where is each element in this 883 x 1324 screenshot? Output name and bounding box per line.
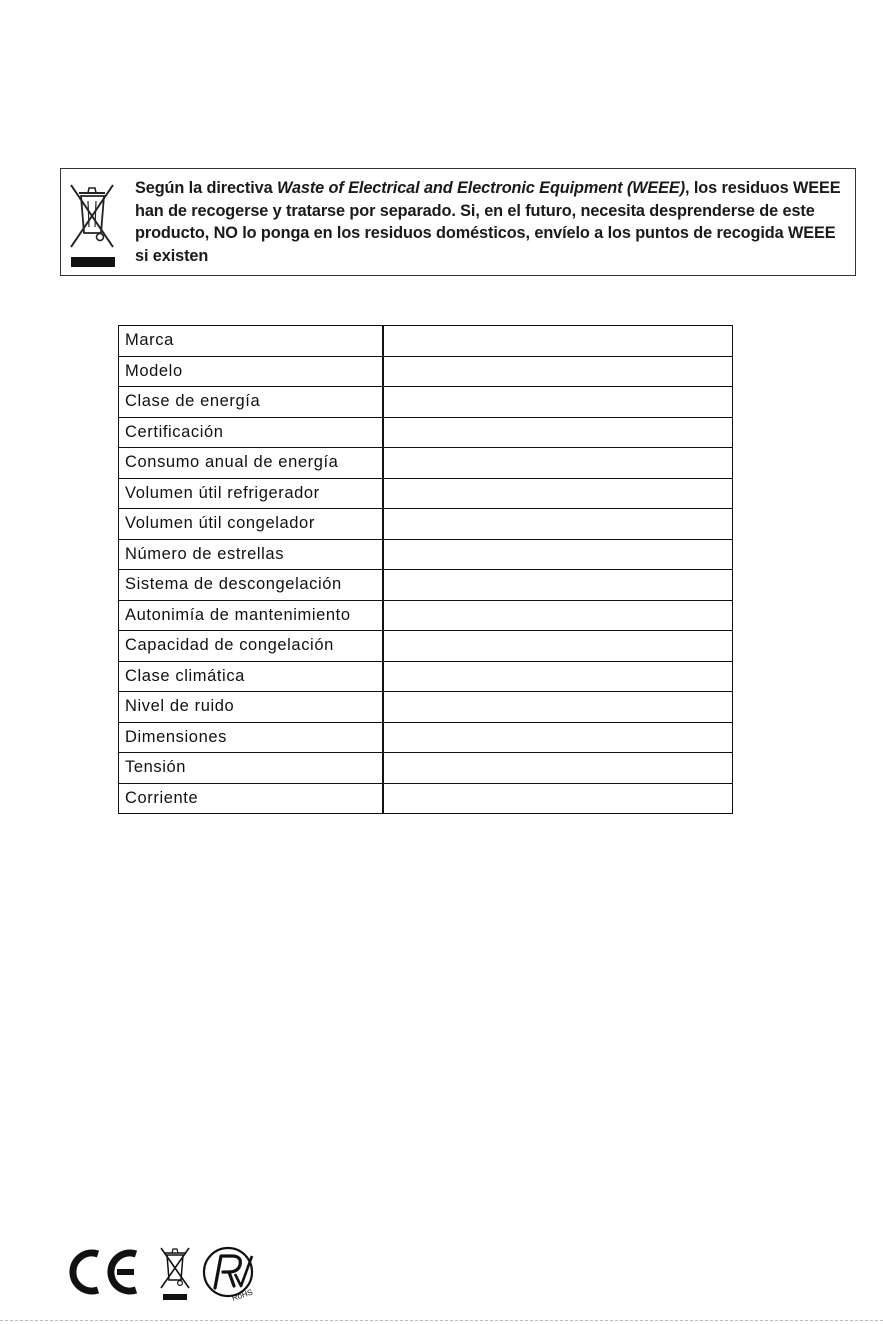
rohs-mark-text: RoHS	[230, 1287, 254, 1303]
table-row	[119, 539, 733, 570]
row-value-modelo	[383, 356, 733, 387]
row-label-clase-energia: Clase de energía	[119, 387, 383, 418]
weee-notice-text	[135, 177, 853, 267]
row-label-modelo: Modelo	[119, 356, 383, 387]
certification-logos	[68, 1244, 268, 1308]
row-label-corriente: Corriente	[119, 783, 383, 814]
table-row	[119, 326, 733, 357]
table-row	[119, 631, 733, 662]
crossed-out-wheelie-bin-icon	[67, 177, 119, 269]
row-value-numero-estrellas	[383, 539, 733, 570]
weee-text-rest: , los residuos WEEE han de recogerse y tratarse por separado. Si, en el futuro, necesita desprenderse de este producto, NO lo ponga en los residuos domésticos, envíelo a los puntos de recogida WEEE si existen	[135, 179, 841, 265]
table-row	[119, 570, 733, 601]
row-value-tension	[383, 753, 733, 784]
row-label-numero-estrellas: Número de estrellas	[119, 539, 383, 570]
rohs-icon	[202, 1242, 258, 1304]
row-label-tension: Tensión	[119, 753, 383, 784]
row-label-autonomia: Autonimía de mantenimiento	[119, 600, 383, 631]
row-value-certificacion	[383, 417, 733, 448]
row-label-consumo-anual: Consumo anual de energía	[119, 448, 383, 479]
table-row	[119, 448, 733, 479]
row-value-volumen-refrigerador	[383, 478, 733, 509]
row-value-autonomia	[383, 600, 733, 631]
row-label-nivel-ruido: Nivel de ruido	[119, 692, 383, 723]
row-value-sistema-descongelacion	[383, 570, 733, 601]
weee-bin-icon	[158, 1244, 192, 1302]
row-value-clase-climatica	[383, 661, 733, 692]
table-row	[119, 478, 733, 509]
weee-notice-box	[60, 168, 856, 276]
row-label-marca: Marca	[119, 326, 383, 357]
table-row	[119, 722, 733, 753]
weee-directive-name: Waste of Electrical and Electronic Equipment (WEEE)	[276, 179, 686, 197]
table-row	[119, 387, 733, 418]
table-row	[119, 783, 733, 814]
row-label-capacidad-congelacion: Capacidad de congelación	[119, 631, 383, 662]
row-value-clase-energia	[383, 387, 733, 418]
row-value-consumo-anual	[383, 448, 733, 479]
table-row	[119, 661, 733, 692]
row-label-volumen-congelador: Volumen útil congelador	[119, 509, 383, 540]
row-value-capacidad-congelacion	[383, 631, 733, 662]
row-value-dimensiones	[383, 722, 733, 753]
table-row	[119, 753, 733, 784]
ce-mark-icon	[68, 1244, 142, 1300]
row-label-volumen-refrigerador: Volumen útil refrigerador	[119, 478, 383, 509]
row-label-certificacion: Certificación	[119, 417, 383, 448]
row-label-dimensiones: Dimensiones	[119, 722, 383, 753]
row-label-clase-climatica: Clase climática	[119, 661, 383, 692]
row-value-volumen-congelador	[383, 509, 733, 540]
table-row	[119, 356, 733, 387]
weee-text-lead: Según la directiva	[135, 179, 277, 197]
table-row	[119, 509, 733, 540]
spec-table	[118, 325, 733, 814]
row-label-sistema-descongelacion: Sistema de descongelación	[119, 570, 383, 601]
page-bottom-edge	[0, 1320, 883, 1321]
row-value-nivel-ruido	[383, 692, 733, 723]
row-value-marca	[383, 326, 733, 357]
table-row	[119, 600, 733, 631]
table-row	[119, 417, 733, 448]
table-row	[119, 692, 733, 723]
row-value-corriente	[383, 783, 733, 814]
